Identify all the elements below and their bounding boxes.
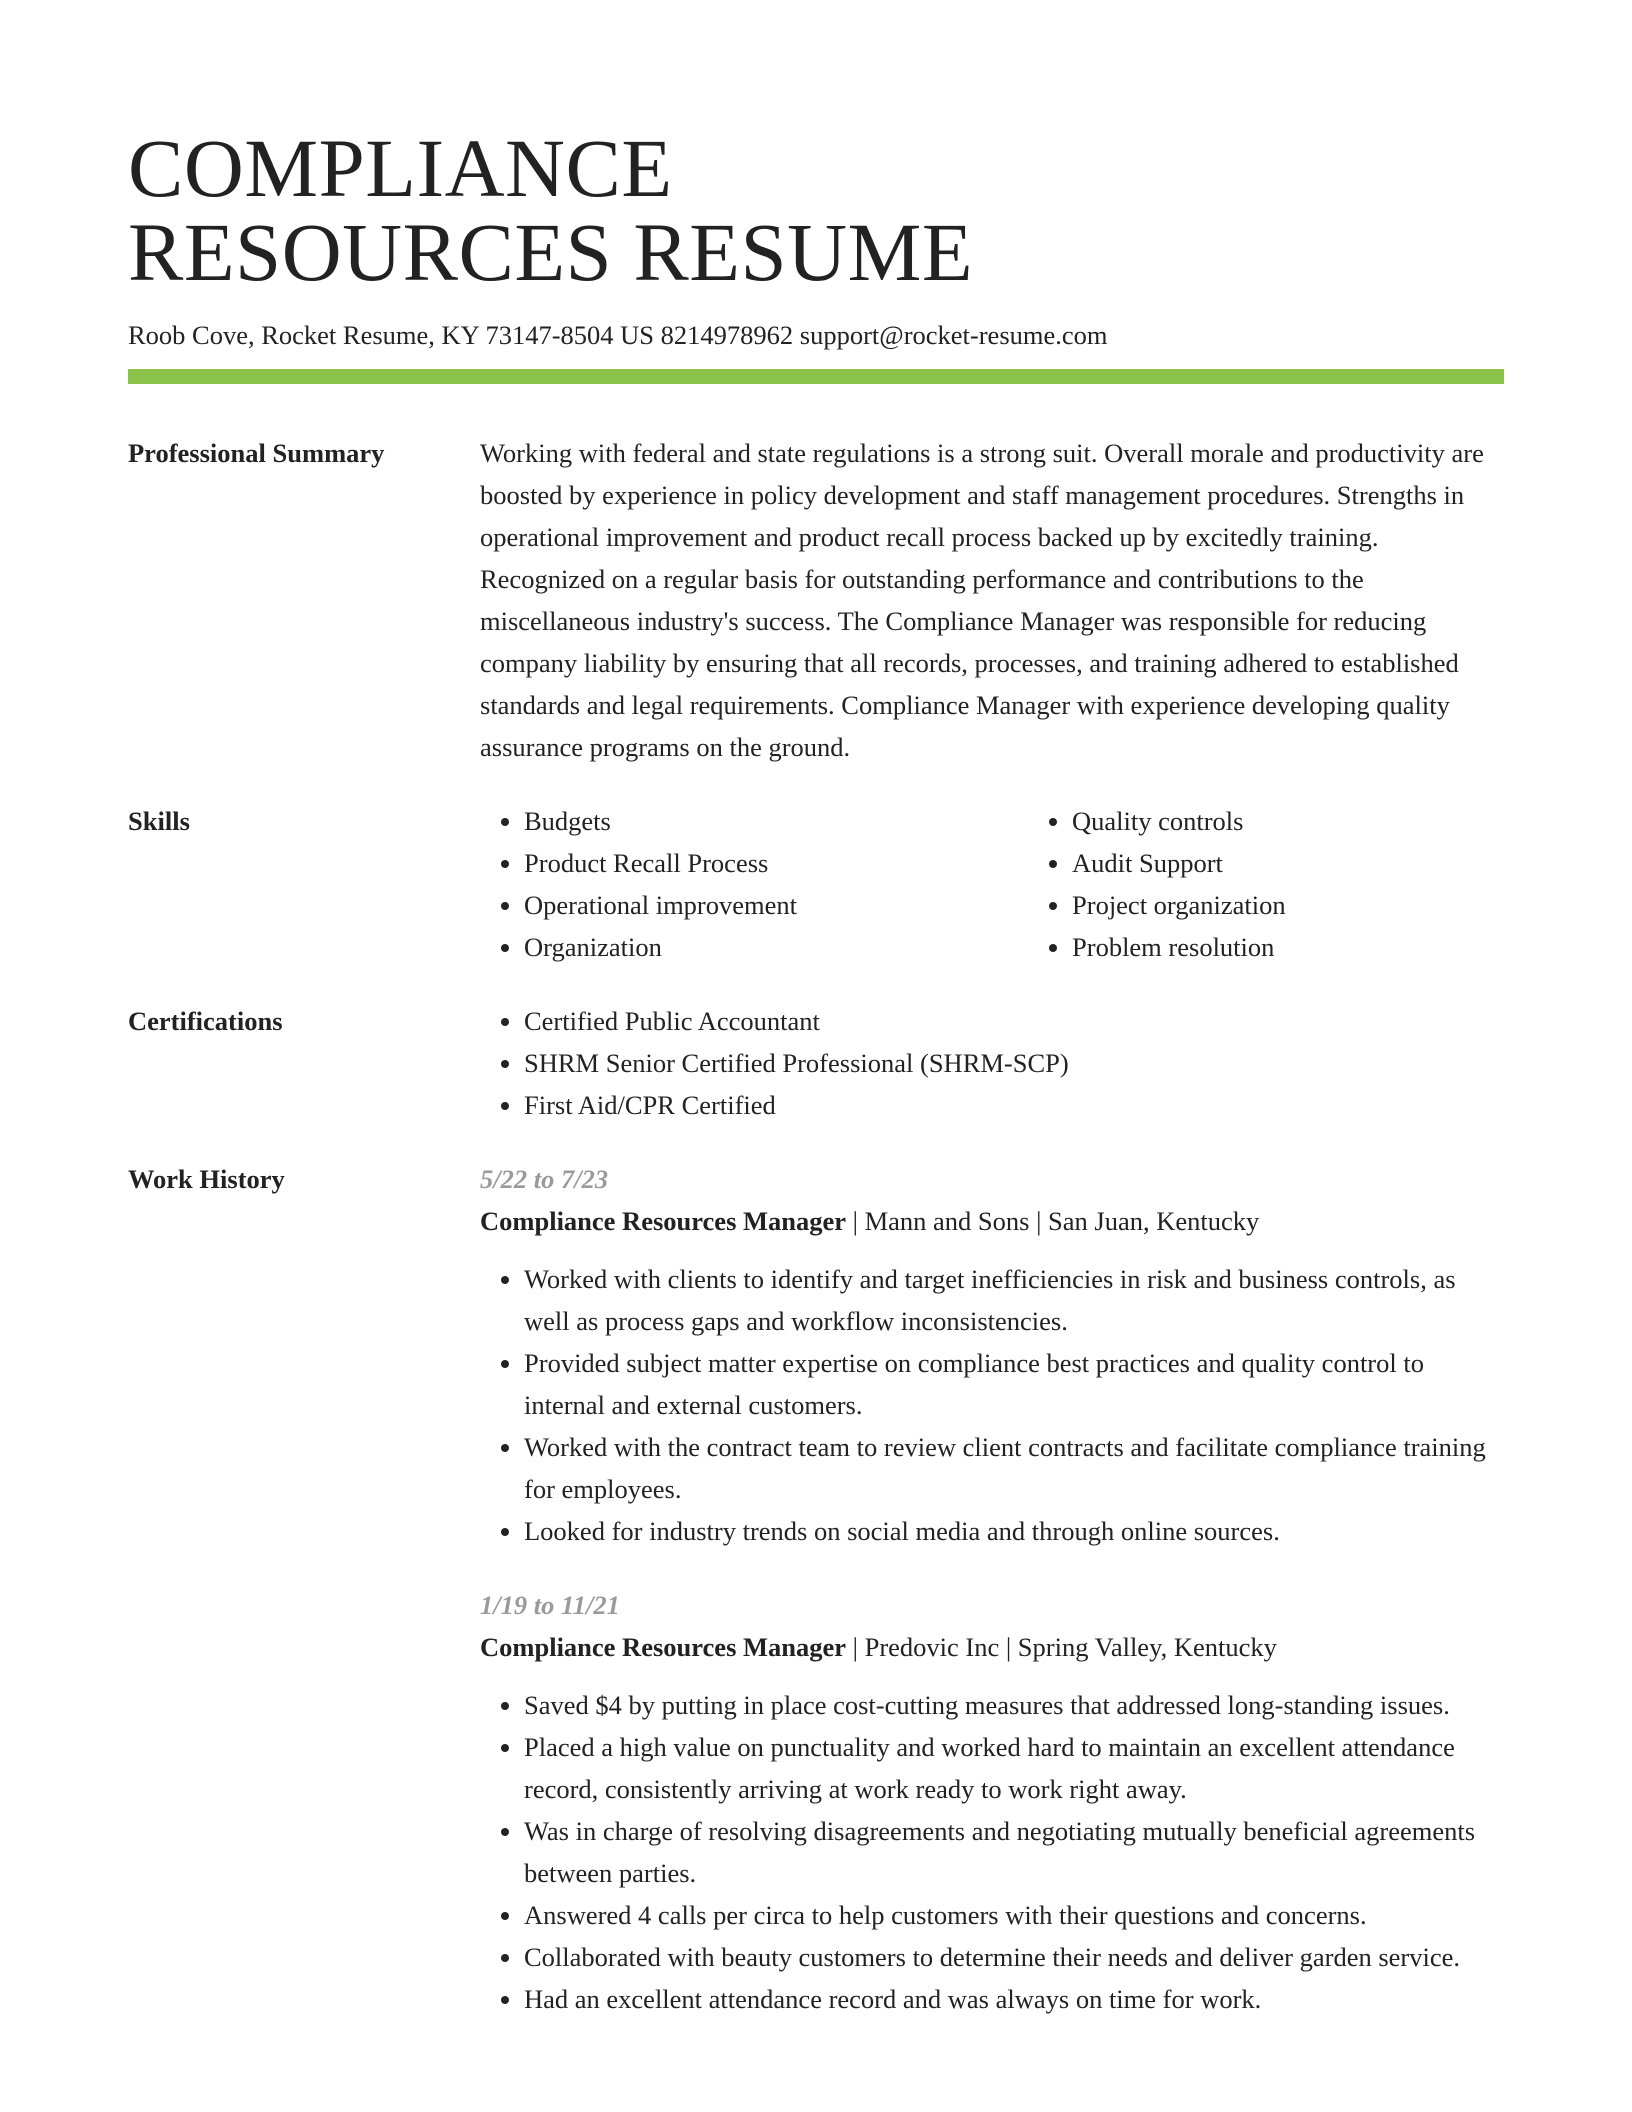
skill-item: • Budgets: [524, 800, 1028, 842]
summary-text: Working with federal and state regulations is a strong suit. Overall morale and productivity are boosted by experience in policy development and staff management procedures. Strengths in operational improvement and product recall process backed up by excitedly training. Recognized on a regular basis for outstanding performance and contributions to the miscellaneous industry's success. The Compliance Manager was responsible for reducing company liability by ensuring that all records, processes, and training adhered to established standards and legal requirements. Compliance Manager with experience developing quality assurance programs on the ground.: [480, 438, 1484, 762]
job-bullet: • Placed a high value on punctuality and worked hard to maintain an excellent attendance record, consistently arriving at work ready to work right away.: [524, 1726, 1504, 1810]
skill-item: • Quality controls: [1072, 800, 1576, 842]
skills-list-right: [1028, 800, 1576, 968]
job-bullets: [480, 1258, 1504, 1552]
resume-title-line-1: COMPLIANCE: [128, 122, 673, 214]
skill-item: • Organization: [524, 926, 1028, 968]
certification-item: • SHRM Senior Certified Professional (SHRM-SCP): [524, 1042, 1504, 1084]
job-bullets: [480, 1684, 1504, 2020]
certifications-list: [480, 1000, 1504, 1126]
job-bullet: • Looked for industry trends on social media and through online sources.: [524, 1510, 1504, 1552]
certification-item: • Certified Public Accountant: [524, 1000, 1504, 1042]
job-employer-location: | Predovic Inc | Spring Valley, Kentucky: [846, 1632, 1277, 1662]
job-role: Compliance Resources Manager: [480, 1632, 847, 1662]
section-professional-summary: [128, 432, 1504, 768]
job-bullet: • Saved $4 by putting in place cost-cutting measures that addressed long-standing issues.: [524, 1684, 1504, 1726]
job-bullet: • Worked with clients to identify and target inefficiencies in risk and business controls, as well as process gaps and workflow inconsistencies.: [524, 1258, 1504, 1342]
job-dates: 5/22 to 7/23: [480, 1164, 609, 1194]
job-title-line: [480, 1200, 1504, 1242]
section-work-history: [128, 1158, 1504, 2020]
resume-title-line-2: RESOURCES RESUME: [128, 206, 974, 298]
accent-divider: [128, 369, 1504, 384]
skill-item: • Problem resolution: [1072, 926, 1576, 968]
section-label-work-history: Work History: [128, 1164, 285, 1194]
resume-page: [128, 122, 1504, 2020]
work-history-body: [480, 1158, 1504, 2020]
job-dates: 1/19 to 11/21: [480, 1590, 620, 1620]
section-certifications: [128, 1000, 1504, 1126]
resume-title: [128, 122, 1504, 298]
certifications-body: [480, 1000, 1504, 1126]
job-entry: [480, 1584, 1504, 2020]
job-bullet: • Provided subject matter expertise on compliance best practices and quality control to internal and external customers.: [524, 1342, 1504, 1426]
job-bullet: • Collaborated with beauty customers to determine their needs and deliver garden service.: [524, 1936, 1504, 1978]
job-employer-location: | Mann and Sons | San Juan, Kentucky: [846, 1206, 1260, 1236]
job-bullet: • Worked with the contract team to review client contracts and facilitate compliance training for employees.: [524, 1426, 1504, 1510]
job-title-line: [480, 1626, 1504, 1668]
section-skills: [128, 800, 1504, 968]
contact-info: Roob Cove, Rocket Resume, KY 73147-8504 US 8214978962 support@rocket-resume.com: [128, 320, 1108, 350]
skills-list-left: [480, 800, 1028, 968]
section-label-summary: Professional Summary: [128, 438, 385, 468]
skill-item: • Audit Support: [1072, 842, 1576, 884]
job-bullet: • Had an excellent attendance record and was always on time for work.: [524, 1978, 1504, 2020]
section-label-certifications: Certifications: [128, 1006, 283, 1036]
job-role: Compliance Resources Manager: [480, 1206, 847, 1236]
skill-item: • Product Recall Process: [524, 842, 1028, 884]
skills-grid: [480, 800, 1576, 968]
skills-body: [480, 800, 1576, 968]
job-bullet: • Answered 4 calls per circa to help customers with their questions and concerns.: [524, 1894, 1504, 1936]
job-entry: [480, 1158, 1504, 1552]
certification-item: • First Aid/CPR Certified: [524, 1084, 1504, 1126]
section-label-skills: Skills: [128, 806, 190, 836]
skill-item: • Project organization: [1072, 884, 1576, 926]
job-bullet: • Was in charge of resolving disagreements and negotiating mutually beneficial agreements between parties.: [524, 1810, 1504, 1894]
skill-item: • Operational improvement: [524, 884, 1028, 926]
